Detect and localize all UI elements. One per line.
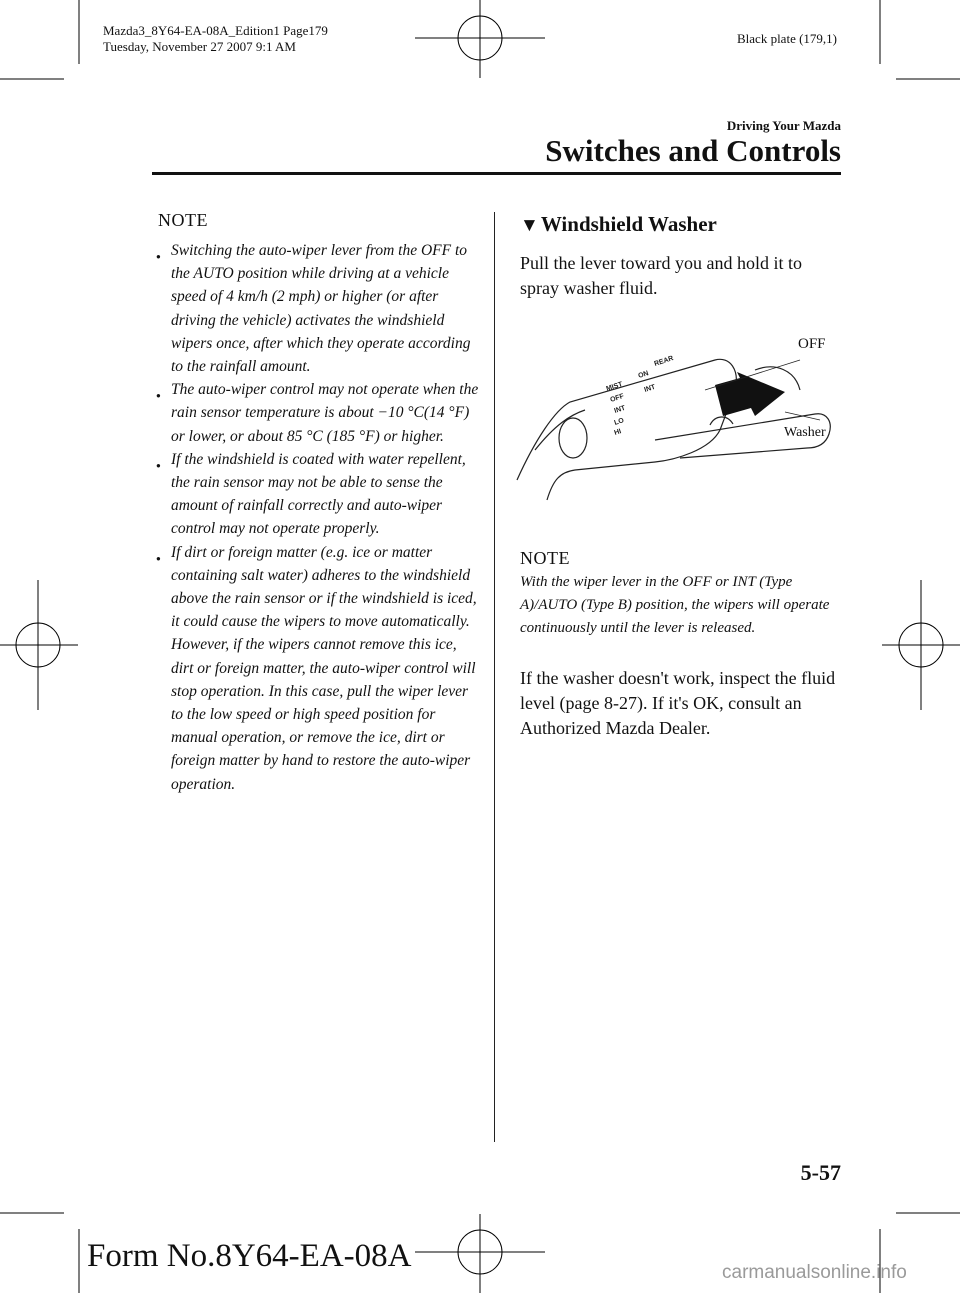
watermark[interactable]: carmanualsonline.info <box>722 1262 907 1283</box>
pull-direction-arrow-icon <box>715 372 785 416</box>
lever-mark-rear: REAR <box>653 355 675 368</box>
print-meta-date: Tuesday, November 27 2007 9:1 AM <box>103 39 296 54</box>
lever-mark-hi: HI <box>613 428 623 437</box>
right-column <box>520 212 835 301</box>
right-note-block <box>520 548 835 640</box>
note-heading: NOTE <box>158 210 208 230</box>
bullet-icon: ● <box>156 460 161 470</box>
note-bullet-list <box>152 239 482 796</box>
note-bullet: ● The auto-wiper control may not operate when the rain sensor temperature is about −10 °C(14 °F) or lower, or about 85 °C (185 °F) or higher. <box>156 381 479 445</box>
lever-mark-on: ON <box>637 370 650 380</box>
print-meta-file: Mazda3_8Y64-EA-08A_Edition1 Page179 <box>103 23 328 38</box>
triangle-marker-icon: ▼ <box>520 215 539 236</box>
left-column <box>152 210 482 796</box>
label-off: OFF <box>798 336 826 352</box>
note-text: With the wiper lever in the OFF or INT (Type A)/AUTO (Type B) position, the wipers will operate continuously until the lever is released. <box>520 574 830 636</box>
bullet-icon: ● <box>156 553 161 563</box>
troubleshoot-paragraph: If the washer doesn't work, inspect the fluid level (page 8-27). If it's OK, consult an Authorized Mazda Dealer. <box>520 668 836 738</box>
label-washer: Washer <box>784 425 826 440</box>
wiper-lever-illustration <box>515 330 845 510</box>
lever-mark-rear-int: INT <box>643 383 657 394</box>
lever-mark-int: INT <box>613 404 627 415</box>
bullet-icon: ● <box>156 391 161 401</box>
note-bullet: ● If the windshield is coated with water repellent, the rain sensor may not be able to sense the amount of rainfall correctly and auto-wiper control may not operate properly. <box>156 450 466 538</box>
print-meta-plate: Black plate (179,1) <box>737 31 837 46</box>
lever-mark-mist: MIST <box>605 381 624 393</box>
section-heading: ▼Windshield Washer <box>520 212 717 236</box>
intro-paragraph: Pull the lever toward you and hold it to spray washer fluid. <box>520 253 802 298</box>
page-number: 5-57 <box>800 1160 841 1185</box>
lever-mark-lo: LO <box>613 417 625 427</box>
note-bullet: ● If dirt or foreign matter (e.g. ice or matter containing salt water) adheres to the windshield above the rain sensor or if the windshield is iced, it could cause the wipers to move automatically. However, if the wipers cannot remove this ice, dirt or foreign matter, the auto-wiper control will stop operation. In this case, pull the wiper lever to the low speed or high speed position for manual operation, or remove the ice, dirt or foreign matter by hand to restore the auto-wiper operation. <box>156 543 477 793</box>
form-number: Form No.8Y64-EA-08A <box>87 1238 412 1274</box>
running-head-section: Driving Your Mazda <box>726 118 841 133</box>
note-heading: NOTE <box>520 548 570 568</box>
note-bullet: ● Switching the auto-wiper lever from the OFF to the AUTO position while driving at a vehicle speed of 4 km/h (2 mph) or higher (or after driving the vehicle) activates the windshield wipers once, after which they operate according to the rainfall amount. <box>156 242 471 376</box>
column-divider <box>494 212 495 1142</box>
lever-mark-off: OFF <box>609 392 625 404</box>
bullet-icon: ● <box>156 252 161 261</box>
page-title: Switches and Controls <box>545 133 841 168</box>
header-rule <box>152 172 841 175</box>
